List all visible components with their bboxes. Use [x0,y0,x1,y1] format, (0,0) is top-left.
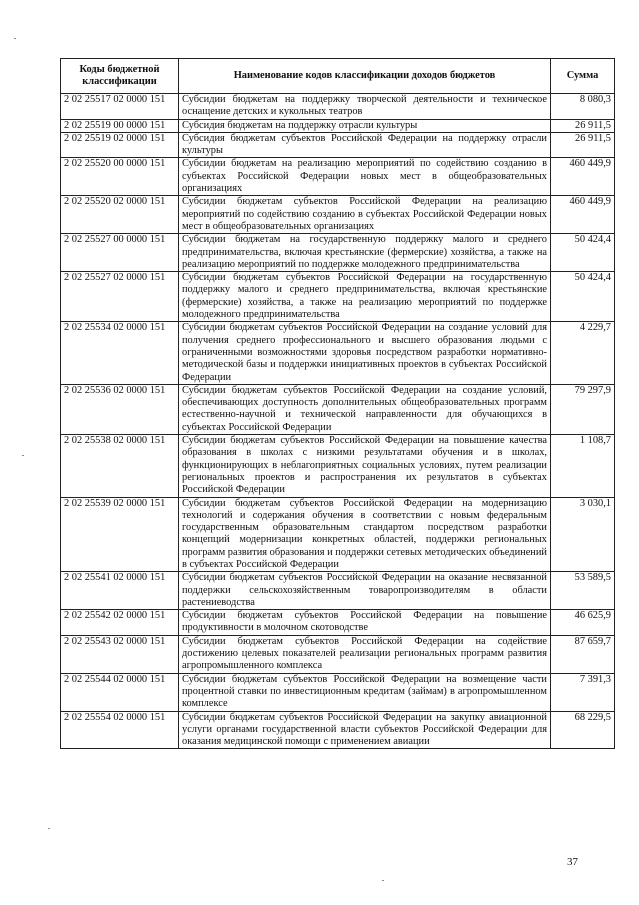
row-code: 2 02 25534 02 0000 151 [61,322,179,384]
table-row [61,572,615,610]
row-sum: 460 449,9 [551,158,615,196]
row-name: Субсидии бюджетам субъектов Российской Федерации на реализацию мероприятий по содействию созданию в субъектах Российской Федерации новых мест в общеобразовательных организациях [179,196,551,234]
row-sum: 50 424,4 [551,272,615,322]
row-code: 2 02 25554 02 0000 151 [61,711,179,749]
scan-speck [382,880,384,881]
row-name: Субсидии бюджетам субъектов Российской Федерации на повышение продуктивности в молочном скотоводстве [179,610,551,636]
row-code: 2 02 25527 00 0000 151 [61,234,179,272]
header-sum: Сумма [551,59,615,94]
table-row [61,234,615,272]
row-code: 2 02 25544 02 0000 151 [61,673,179,711]
row-sum: 26 911,5 [551,132,615,158]
table-row [61,132,615,158]
table-row [61,635,615,673]
table-row [61,497,615,572]
row-code: 2 02 25538 02 0000 151 [61,435,179,497]
row-sum: 3 030,1 [551,497,615,572]
row-name: Субсидии бюджетам субъектов Российской Федерации на возмещение части процентной ставки по инвестиционным кредитам (займам) в агропромышленном комплексе [179,673,551,711]
row-code: 2 02 25536 02 0000 151 [61,384,179,434]
row-name: Субсидии бюджетам субъектов Российской Федерации на модернизацию технологий и содержания обучения в соответствии с новым федеральным государственным образовательным стандартом посредством разработки концепций модернизации конкретных областей, поддержки региональных программ развития образования и поддержки сетевых методических объединений в субъектах Российской Федерации [179,497,551,572]
table-row [61,673,615,711]
row-name: Субсидия бюджетам субъектов Российской Федерации на поддержку отрасли культуры [179,132,551,158]
row-sum: 26 911,5 [551,119,615,132]
row-code: 2 02 25520 02 0000 151 [61,196,179,234]
row-sum: 53 589,5 [551,572,615,610]
table-row [61,272,615,322]
row-sum: 68 229,5 [551,711,615,749]
row-name: Субсидии бюджетам субъектов Российской Федерации на закупку авиационной услуги органами государственной власти субъектов Российской Федерации для оказания медицинской помощи с применением авиации [179,711,551,749]
row-sum: 460 449,9 [551,196,615,234]
row-sum: 79 297,9 [551,384,615,434]
table-row [61,711,615,749]
table-row [61,94,615,120]
row-code: 2 02 25519 02 0000 151 [61,132,179,158]
scan-speck [22,455,24,456]
table-row [61,196,615,234]
table-row [61,158,615,196]
row-name: Субсидии бюджетам на поддержку творческой деятельности и техническое оснащение детских и кукольных театров [179,94,551,120]
row-code: 2 02 25542 02 0000 151 [61,610,179,636]
row-code: 2 02 25517 02 0000 151 [61,94,179,120]
page-number: 37 [567,856,578,868]
table-row [61,322,615,384]
row-name: Субсидии бюджетам субъектов Российской Федерации на создание условий для получения среднего профессионального и высшего образования людьми с ограниченными возможностями здоровья посредством разработки нормативно-методической базы и поддержки инициативных проектов в субъектах Российской Федерации [179,322,551,384]
row-name: Субсидии бюджетам субъектов Российской Федерации на государственную поддержку малого и среднего предпринимательства, включая крестьянские (фермерские) хозяйства, а также на реализацию мероприятий по поддержке молодежного предпринимательства [179,272,551,322]
row-code: 2 02 25539 02 0000 151 [61,497,179,572]
table-row [61,384,615,434]
row-code: 2 02 25520 00 0000 151 [61,158,179,196]
table-row [61,610,615,636]
row-sum: 8 080,3 [551,94,615,120]
row-sum: 4 229,7 [551,322,615,384]
budget-revenue-table [60,58,615,749]
scan-speck [48,828,50,829]
table-row [61,119,615,132]
row-name: Субсидии бюджетам на реализацию мероприятий по содействию созданию в субъектах Российской Федерации новых мест в общеобразовательных организациях [179,158,551,196]
row-name: Субсидия бюджетам на поддержку отрасли культуры [179,119,551,132]
row-code: 2 02 25519 00 0000 151 [61,119,179,132]
row-code: 2 02 25527 02 0000 151 [61,272,179,322]
row-code: 2 02 25541 02 0000 151 [61,572,179,610]
header-code: Коды бюджетной классификации [61,59,179,94]
row-name: Субсидии бюджетам на государственную поддержку малого и среднего предпринимательства, включая крестьянские (фермерские) хозяйства, а также на реализацию мероприятий по поддержке молодежного предпринимательства [179,234,551,272]
row-sum: 46 625,9 [551,610,615,636]
row-name: Субсидии бюджетам субъектов Российской Федерации на повышение качества образования в школах с низкими результатами обучения и в школах, функционирующих в неблагоприятных социальных условиях, путем реализации региональных проектов и распространения их результатов в субъектах Российской Федерации [179,435,551,497]
row-name: Субсидии бюджетам субъектов Российской Федерации на содействие достижению целевых показателей реализации региональных программ развития агропромышленного комплекса [179,635,551,673]
row-name: Субсидии бюджетам субъектов Российской Федерации на оказание несвязанной поддержки сельскохозяйственным товаропроизводителям в области растениеводства [179,572,551,610]
row-code: 2 02 25543 02 0000 151 [61,635,179,673]
row-sum: 50 424,4 [551,234,615,272]
header-name: Наименование кодов классификации доходов бюджетов [179,59,551,94]
row-sum: 87 659,7 [551,635,615,673]
scan-speck [14,38,16,39]
row-sum: 1 108,7 [551,435,615,497]
table-header-row [61,59,615,94]
table-row [61,435,615,497]
row-name: Субсидии бюджетам субъектов Российской Федерации на создание условий, обеспечивающих доступность дополнительных общеобразовательных программ естественно-научной и технической направленности для обучающихся в субъектах Российской Федерации [179,384,551,434]
row-sum: 7 391,3 [551,673,615,711]
